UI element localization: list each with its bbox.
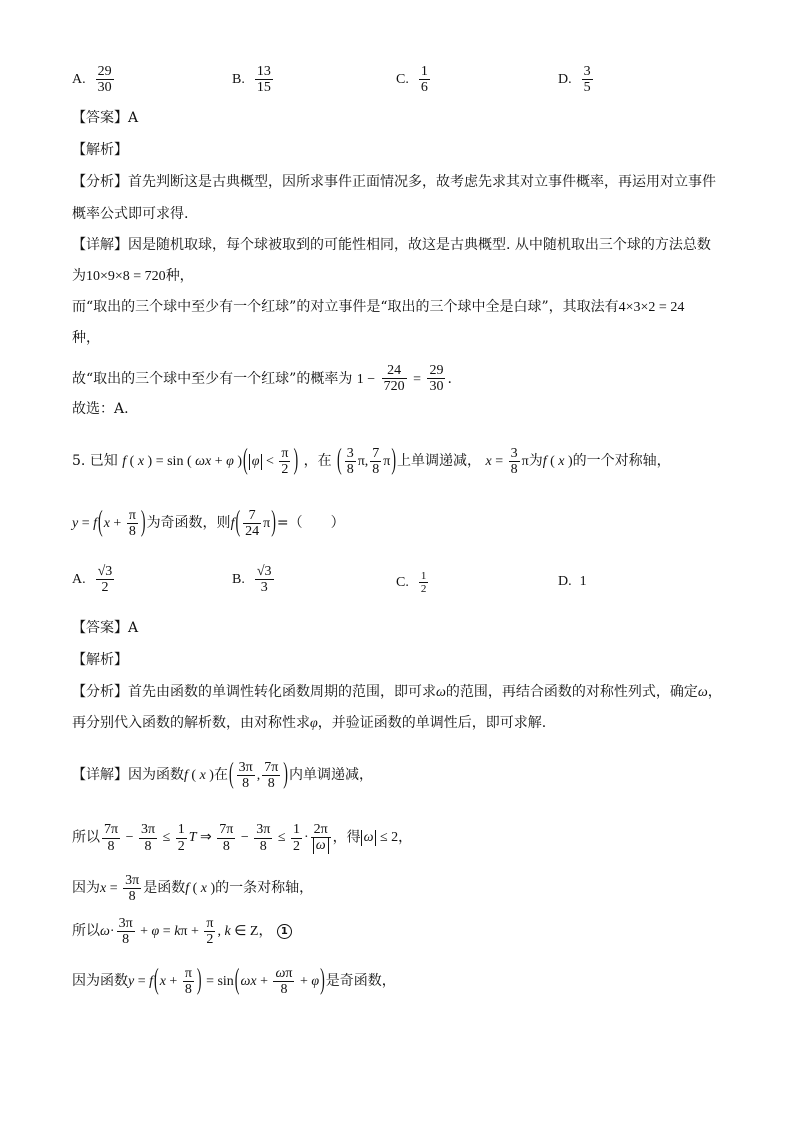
text: 因为 (72, 880, 100, 897)
q5-answer: 【答案】A (72, 620, 139, 636)
phi-symbol: φ (310, 716, 318, 731)
q5-analysis-line-1 (72, 682, 722, 703)
q5-option-a (72, 564, 116, 596)
axis-equation: x = $\frac{3\pi}{8}$ (100, 873, 140, 905)
text: 上单调递减， (397, 453, 482, 470)
q5-stem-line-2 (72, 508, 345, 540)
omega-symbol: ω (436, 685, 446, 700)
period-inequality: $\frac{7\pi}{8}$ − $\frac{3\pi}{8}$ ≤ $\frac{1}{2}$ T ⇒ $\frac{7\pi}{8}$ − $\frac{3\pi}{8}$ ≤ $\frac{1}{2}$ · $\frac{2\pi}{\omega}$ (100, 830, 333, 845)
q4-analysis-line-2: 概率公式即可求得. (72, 206, 189, 222)
q4-detail-line-1: 【详解】因是随机取球，每个球被取到的可能性相同，故这是古典概型. 从中随机取出三个球的方法总数 (72, 237, 711, 253)
text: 是函数 (143, 880, 186, 897)
option-fraction: $\frac{√3}{3}$ (256, 564, 272, 596)
text: 种， (165, 268, 194, 284)
text: 【详解】因为函数 (72, 767, 184, 784)
q4-analysis-line-1: 【分析】首先判断这是古典概型，因所求事件正面情况多，故考虑先求其对立事件概率，再运用对立事件 (72, 174, 716, 190)
q4-choose: 故选：A. (72, 401, 129, 417)
option-fraction: $\frac{13}{15}$ (256, 64, 271, 96)
q5-option-c (396, 570, 430, 595)
math-one-minus: 1 − (356, 371, 376, 387)
text: 再分别代入函数的解析数，由对称性求 (72, 715, 310, 731)
option-fraction: $\frac{√3}{2}$ (97, 564, 113, 596)
option-label: A. (72, 71, 86, 87)
q5-detail-line-1 (72, 760, 373, 792)
option-label: C. (396, 574, 409, 590)
circled-number-icon: 1 (277, 924, 292, 939)
symmetry-equation: ω· $\frac{3\pi}{8}$ + φ = kπ + $\frac{\pi}{2}$ , k ∈ Z (100, 916, 259, 948)
text: ， (707, 684, 722, 700)
q4-detail-line-5 (72, 363, 452, 395)
text: 所以 (72, 829, 100, 846)
function-fx: f ( x ) (542, 454, 573, 470)
option-fraction: $\frac{29}{30}$ (97, 64, 112, 96)
function-definition: f ( x ) = sin ( ωx + φ )( φ < $\frac{\pi}{2}$ ) (122, 445, 299, 478)
axis-equation: x = $\frac{3}{8}$ π (485, 446, 529, 478)
q4-jiexi-heading: 【解析】 (72, 142, 128, 158)
q5-option-b (232, 564, 276, 596)
option-value: 1 (579, 574, 587, 589)
text: ， (398, 829, 413, 846)
q4-detail-line-3 (72, 297, 684, 318)
fraction-24-720: $\frac{24}{720}$ (383, 363, 405, 395)
option-label: A. (72, 571, 86, 587)
text: 的范围，再结合函数的对称性列式，确定 (445, 684, 698, 700)
q4-answer: 【答案】A (72, 110, 139, 126)
function-fx: f ( x ) (184, 768, 214, 784)
text: 的一条对称轴， (215, 880, 314, 897)
text: 故“取出的三个球中至少有一个红球”的概率为 (72, 370, 353, 387)
option-label: B. (232, 571, 245, 587)
question-number: 5. 已知 (72, 453, 118, 470)
q5-analysis-line-2 (72, 713, 546, 734)
option-label: D. (558, 574, 572, 589)
interval: ( $\frac{3}{8}$ π, $\frac{7}{8}$ π) (337, 445, 397, 478)
q5-option-d (558, 574, 587, 590)
text: ，在 (303, 453, 332, 470)
option-fraction: $\frac{1}{2}$ (420, 570, 427, 596)
text: ，得 (332, 829, 361, 846)
math-expression: 4×3×2 = 24 (618, 300, 685, 315)
option-label: D. (558, 71, 572, 87)
target-expression: f( $\frac{7}{24}$ π) (230, 507, 276, 540)
q5-stem-line-1 (72, 446, 671, 478)
q5-detail-line-2 (72, 822, 412, 854)
math-expression: 10×9×8 = 720 (86, 269, 166, 284)
q4-detail-line-4: 种， (72, 330, 100, 346)
q4-option-c (396, 64, 432, 96)
q4-option-d (558, 64, 595, 96)
q5-detail-line-5 (72, 966, 396, 998)
text: 在 (213, 767, 228, 784)
omega-symbol: ω (697, 685, 708, 700)
equals-sign: = (413, 371, 421, 387)
text: 因为函数 (72, 973, 128, 990)
text: ， (258, 923, 273, 940)
fraction-29-30: $\frac{29}{30}$ (429, 363, 444, 395)
option-label: B. (232, 71, 245, 87)
interval: ( $\frac{3\pi}{8}$ , $\frac{7\pi}{8}$ ) (228, 759, 288, 792)
text: ，并验证函数的单调性后，即可求解. (317, 715, 547, 731)
option-fraction: $\frac{3}{5}$ (583, 64, 591, 96)
q5-jiexi-heading: 【解析】 (72, 652, 128, 668)
q4-option-a (72, 64, 116, 96)
odd-function-equation: y = f(x + $\frac{\pi}{8}$ ) = sin(ωx + $\frac{\omega\pi}{8}$ + φ) (128, 965, 325, 998)
text: 【分析】首先由函数的单调性转化函数周期的范围，即可求 (72, 684, 436, 700)
option-label: C. (396, 71, 409, 87)
text: 内单调递减， (288, 767, 373, 784)
text: 为奇函数，则 (146, 515, 231, 532)
function-fx: f ( x ) (185, 881, 216, 897)
text: 为 (528, 453, 543, 470)
text: 而“取出的三个球中至少有一个红球”的对立事件是“取出的三个球中全是白球”，其取法有 (72, 299, 619, 315)
text: =（ ） (276, 515, 345, 532)
shifted-function: y = f(x + $\frac{\pi}{8}$ ) (72, 507, 146, 540)
text: 所以 (72, 923, 100, 940)
period: . (447, 370, 452, 387)
text: 的一个对称轴， (572, 453, 671, 470)
q5-detail-line-4 (72, 916, 292, 948)
q4-option-b (232, 64, 275, 96)
text: 是奇函数， (325, 973, 396, 990)
q4-detail-line-2 (72, 266, 194, 287)
option-fraction: $\frac{1}{6}$ (420, 64, 428, 96)
omega-bound: ω ≤ 2 (361, 830, 399, 845)
q5-detail-line-3 (72, 873, 313, 905)
text: 为 (72, 268, 86, 284)
